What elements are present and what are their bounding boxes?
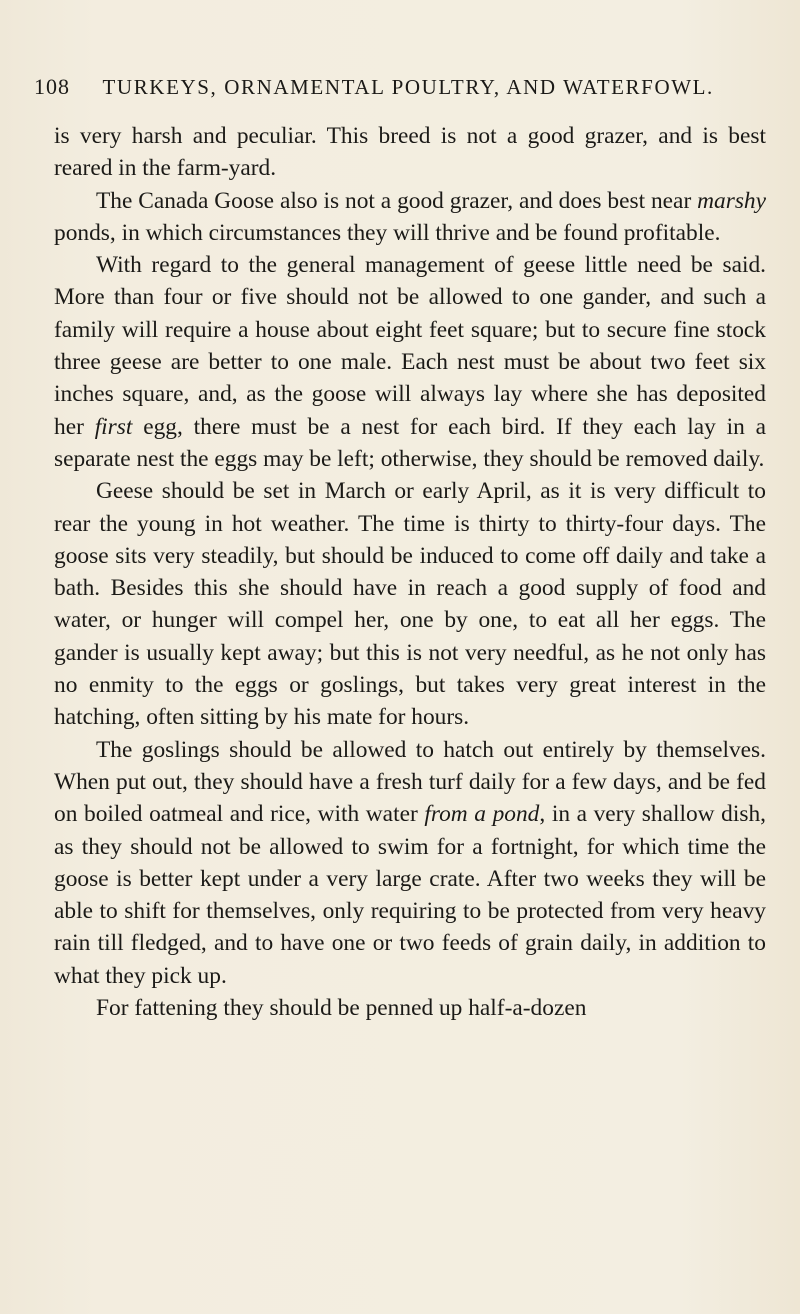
page-header <box>34 74 764 114</box>
text-run: egg, there must be a nest for each bird. If they each lay in a separate nest the eggs may be left; otherwise, they should be removed daily. <box>54 413 766 472</box>
paragraph <box>54 249 766 475</box>
text-run: For fattening they should be penned up half-a-dozen <box>96 995 587 1022</box>
text-run: is very harsh and peculiar. This breed is not a good grazer, and is best reared in the farm-yard. <box>54 123 766 182</box>
text-run: , in a very shallow dish, as they should not be allowed to swim for a fortnight, for which time the goose is better kept under a very large crate. After two weeks they will be able to shift for themselves, only requiring to be protected from very heavy rain till fledged, and to have one or two feeds of grain daily, in addition to what they pick up. <box>54 801 766 989</box>
body-text <box>54 120 766 1024</box>
paragraph <box>54 185 766 250</box>
paragraph <box>54 120 766 185</box>
italic-text: first <box>94 413 133 440</box>
text-run: ponds, in which circumstances they will thrive and be found profitable. <box>54 219 721 246</box>
page-number: 108 <box>34 74 70 99</box>
paragraph <box>54 992 766 1024</box>
paragraph <box>54 734 766 992</box>
text-run: The goslings should be allowed to hatch out entirely by themselves. When put out, they should have a fresh turf daily for a few days, and be fed on boiled oatmeal and rice, with water <box>54 736 766 828</box>
running-title: TURKEYS, ORNAMENTAL POULTRY, AND WATERFOWL. <box>102 75 714 99</box>
paragraph <box>54 475 766 733</box>
text-run: The Canada Goose also is not a good grazer, and does best near <box>96 187 698 214</box>
italic-text: marshy <box>697 187 766 214</box>
text-run: Geese should be set in March or early April, as it is very difficult to rear the young in hot weather. The time is thirty to thirty-four days. The goose sits very steadily, but should be induced to come off daily and take a bath. Besides this she should have in reach a good supply of food and water, or hunger will compel her, one by one, to eat all her eggs. The gander is usually kept away; but this is not very needful, as he not only has no enmity to the eggs or goslings, but takes very great interest in the hatching, often sitting by his mate for hours. <box>54 478 766 731</box>
italic-text: from a pond <box>424 801 540 828</box>
text-run: With regard to the general management of geese little need be said. More than four or five should not be allowed to one gander, and such a family will require a house about eight feet square; but to secure fine stock three geese are better to one male. Each nest must be about two feet six inches square, and, as the goose will always lay where she has deposited her <box>54 252 766 440</box>
